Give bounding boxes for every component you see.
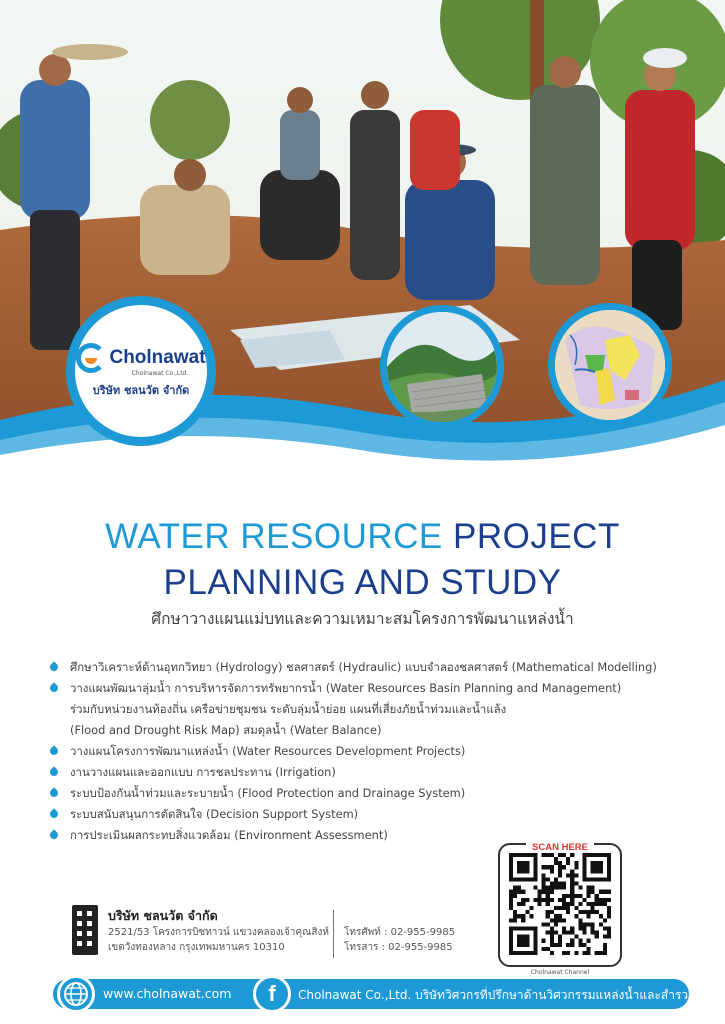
water-drop-icon: [48, 766, 59, 777]
title-line-2: PLANNING AND STUDY: [163, 563, 562, 602]
globe-icon: [57, 975, 95, 1013]
water-drop-icon: [48, 661, 59, 672]
water-drop-icon: [48, 829, 59, 840]
dam-illustration: [387, 312, 497, 422]
logo-thai-name: บริษัท ชลนวัต จำกัด: [92, 384, 190, 397]
map-bubble: [548, 303, 672, 427]
service-item: การประเมินผลกระทบสิ่งแวดล้อม (Environment Assessment): [48, 825, 688, 846]
dam-photo-bubble: [380, 305, 504, 429]
website-link[interactable]: www.cholnawat.com: [103, 986, 232, 1001]
company-logo: [66, 296, 216, 446]
facebook-icon: f: [253, 975, 291, 1013]
title-accent: WATER RESOURCE: [105, 517, 443, 556]
service-item: ระบบป้องกันน้ำท่วมและระบายน้ำ (Flood Protection and Drainage System): [48, 783, 688, 804]
water-drop-icon: [48, 808, 59, 819]
logo-mark: [76, 343, 205, 373]
logo-sub: Cholnawat Co.,Ltd.: [131, 370, 189, 377]
address-line-2: เขตวังทองหลาง กรุงเทพมหานคร 10310: [108, 942, 285, 953]
company-name: บริษัท ชลนวัต จำกัด: [108, 908, 218, 923]
qr-label: SCAN HERE: [498, 835, 622, 854]
service-item-cont: ร่วมกับหน่วยงานท้องถิ่น เครือข่ายชุมชน ระดับลุ่มน้ำย่อย แผนที่เสี่ยงภัยน้ำท่วมและน้ำแล้ง: [70, 702, 507, 716]
water-drop-icon: [48, 682, 59, 693]
footer-bar: [53, 979, 696, 1009]
service-item: วางแผนโครงการพัฒนาแหล่งน้ำ (Water Resources Development Projects): [48, 741, 688, 762]
facebook-link[interactable]: Cholnawat Co.,Ltd. บริษัทวิศวกรที่ปรึกษาด้านวิศวกรรมแหล่งน้ำและสำรวจ: [298, 988, 696, 1002]
service-list: [48, 657, 688, 846]
service-item: ศึกษาวิเคราะห์ด้านอุทกวิทยา (Hydrology) ชลศาสตร์ (Hydraulic) แบบจำลองชลศาสตร์ (Mathematical Modelling): [48, 657, 688, 678]
subtitle: ศึกษาวางแผนแม่บทและความเหมาะสมโครงการพัฒนาแหล่งน้ำ: [151, 610, 574, 628]
title-line-1: [0, 517, 725, 557]
water-drop-icon: [48, 787, 59, 798]
logo-name: Cholnawat: [109, 347, 206, 368]
title-rest: PROJECT: [442, 517, 620, 556]
address-line-1: 2521/53 โครงการบิซทาวน์ แขวงคลองเจ้าคุณสิงห์: [108, 927, 329, 938]
qr-code[interactable]: [509, 853, 611, 955]
building-icon: [72, 905, 98, 955]
qr-caption: Cholnawat Channel: [498, 959, 622, 978]
fax-number: โทรสาร : 02-955-9985: [344, 942, 453, 953]
company-address: [108, 925, 329, 955]
phone-number[interactable]: โทรศัพท์ : 02-955-9985: [344, 927, 456, 938]
divider: [333, 910, 334, 958]
service-item: ระบบสนับสนุนการตัดสินใจ (Decision Support System): [48, 804, 688, 825]
service-item-cont: (Flood and Drought Risk Map) สมดุลน้ำ (Water Balance): [70, 723, 382, 737]
map-illustration: [555, 310, 665, 420]
water-drop-icon: [48, 745, 59, 756]
logo-c-icon: [76, 343, 106, 373]
service-item: วางแผนพัฒนาลุ่มน้ำ การบริหารจัดการทรัพยากรน้ำ (Water Resources Basin Planning and Management) ร่วมกับหน่วยงานท้องถิ่น เครือข่ายชุมชน ระดับลุ่มน้ำย่อย แผนที่เสี่ยงภัยน้ำท่วมและน้ำแล้ง (Flood and Drought Risk Map) สมดุลน้ำ (Water Balance): [48, 678, 688, 741]
phone-block: [344, 925, 455, 955]
service-item: งานวางแผนและออกแบบ การชลประทาน (Irrigation): [48, 762, 688, 783]
